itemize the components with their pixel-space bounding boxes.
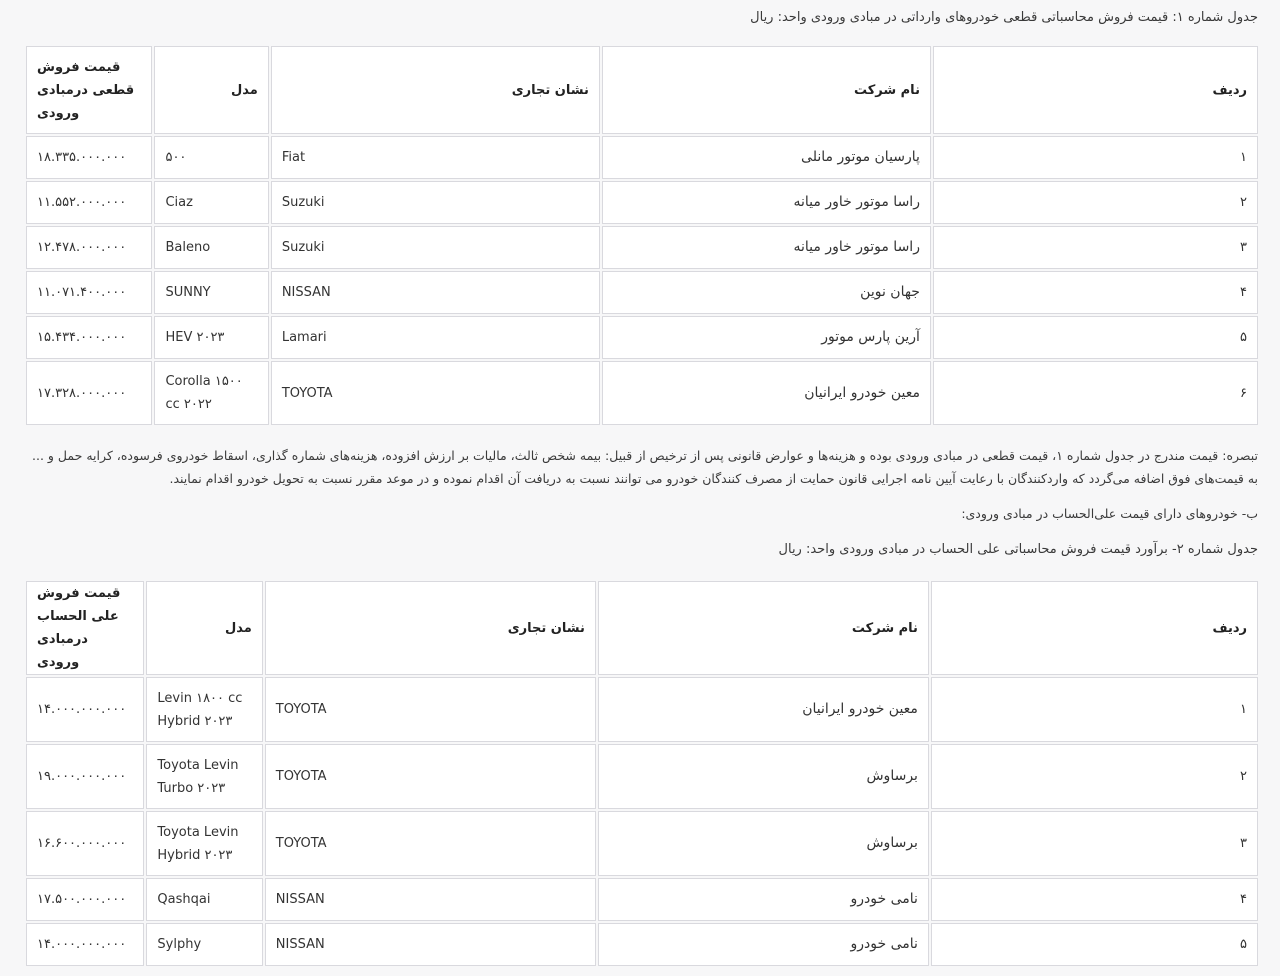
brand-cell: Suzuki (271, 181, 600, 224)
header-row-number: ردیف (933, 46, 1258, 134)
company-cell: معین خودرو ایرانیان (602, 361, 931, 425)
brand-cell: Suzuki (271, 226, 600, 269)
model-cell: Toyota Levin Turbo ۲۰۲۳ (146, 744, 262, 809)
row-number-cell: ۳ (931, 811, 1258, 876)
row-number-cell: ۵ (931, 923, 1258, 966)
company-cell: جهان نوین (602, 271, 931, 314)
model-cell: Levin ۱۸۰۰ cc Hybrid ۲۰۲۳ (146, 677, 262, 742)
header-price: قیمت فروش علی الحساب درمبادی ورودی (26, 581, 144, 675)
table-row (26, 316, 1258, 359)
company-cell: راسا موتور خاور میانه (602, 181, 931, 224)
table-row (26, 744, 1258, 809)
header-price: قیمت فروش قطعی درمبادی ورودی (26, 46, 152, 134)
price-cell: ۱۸.۳۳۵.۰۰۰.۰۰۰ (26, 136, 152, 179)
header-brand: نشان تجاری (265, 581, 596, 675)
table-row (26, 677, 1258, 742)
brand-cell: Lamari (271, 316, 600, 359)
brand-cell: TOYOTA (271, 361, 600, 425)
table-row (26, 811, 1258, 876)
company-cell: آرین پارس موتور (602, 316, 931, 359)
price-cell: ۱۱.۰۷۱.۴۰۰.۰۰۰ (26, 271, 152, 314)
price-cell: ۱۲.۴۷۸.۰۰۰.۰۰۰ (26, 226, 152, 269)
price-cell: ۱۹.۰۰۰.۰۰۰.۰۰۰ (26, 744, 144, 809)
model-cell: Baleno (154, 226, 268, 269)
company-cell: نامی خودرو (598, 923, 929, 966)
row-number-cell: ۱ (933, 136, 1258, 179)
table-row (26, 923, 1258, 966)
header-company: نام شرکت (602, 46, 931, 134)
model-cell: HEV ۲۰۲۳ (154, 316, 268, 359)
table-row (26, 136, 1258, 179)
brand-cell: TOYOTA (265, 811, 596, 876)
table2-caption: جدول شماره ۲- برآورد قیمت فروش محاسباتی علی الحساب در مبادی ورودی واحد: ریال (778, 542, 1258, 557)
section-b-heading: ب- خودروهای دارای قیمت علی‌الحساب در مبادی ورودی: (961, 506, 1258, 521)
model-cell: Qashqai (146, 878, 262, 921)
brand-cell: Fiat (271, 136, 600, 179)
model-cell: Ciaz (154, 181, 268, 224)
header-company: نام شرکت (598, 581, 929, 675)
header-model: مدل (146, 581, 262, 675)
table1-body (26, 136, 1258, 425)
table2-header-row (26, 581, 1258, 675)
brand-cell: NISSAN (265, 923, 596, 966)
row-number-cell: ۲ (933, 181, 1258, 224)
row-number-cell: ۱ (931, 677, 1258, 742)
price-cell: ۱۴.۰۰۰.۰۰۰.۰۰۰ (26, 923, 144, 966)
price-cell: ۱۴.۰۰۰.۰۰۰.۰۰۰ (26, 677, 144, 742)
company-cell: نامی خودرو (598, 878, 929, 921)
table-row (26, 878, 1258, 921)
price-cell: ۱۱.۵۵۲.۰۰۰.۰۰۰ (26, 181, 152, 224)
company-cell: معین خودرو ایرانیان (598, 677, 929, 742)
row-number-cell: ۵ (933, 316, 1258, 359)
table-row (26, 181, 1258, 224)
price-cell: ۱۵.۴۳۴.۰۰۰.۰۰۰ (26, 316, 152, 359)
table2-body (26, 677, 1258, 966)
model-cell: SUNNY (154, 271, 268, 314)
row-number-cell: ۶ (933, 361, 1258, 425)
row-number-cell: ۲ (931, 744, 1258, 809)
table-row (26, 226, 1258, 269)
model-cell: ۵۰۰ (154, 136, 268, 179)
brand-cell: TOYOTA (265, 677, 596, 742)
model-cell: Sylphy (146, 923, 262, 966)
table1-caption: جدول شماره ۱: قیمت فروش محاسباتی قطعی خودروهای وارداتی در مبادی ورودی واحد: ریال (750, 10, 1258, 25)
row-number-cell: ۳ (933, 226, 1258, 269)
note: تبصره: قیمت مندرج در جدول شماره ۱، قیمت قطعی در مبادی ورودی بوده و هزینه‌ها و عوارض قانونی پس از ترخیص از قبیل: بیمه شخص ثالث، مالیات بر ارزش افزوده، هزینه‌های شماره گذاری، اسقاط خودروی فرسوده، کرایه حمل و ... به قیمت‌های فوق اضافه می‌گردد که واردکنندگان با رعایت آیین نامه اجرایی قانون حمایت از مصرف کنندگان خودرو می توانند نسبت به دریافت آن اقدام نموده و در موعد مقرر نسبت به تحویل خودرو اقدام نمایند. (32, 448, 1258, 486)
price-cell: ۱۷.۵۰۰.۰۰۰.۰۰۰ (26, 878, 144, 921)
table2 (24, 579, 1260, 968)
header-brand: نشان تجاری (271, 46, 600, 134)
row-number-cell: ۴ (933, 271, 1258, 314)
header-row-number: ردیف (931, 581, 1258, 675)
table-row (26, 361, 1258, 425)
row-number-cell: ۴ (931, 878, 1258, 921)
company-cell: راسا موتور خاور میانه (602, 226, 931, 269)
table1 (24, 44, 1260, 427)
price-cell: ۱۷.۳۲۸.۰۰۰.۰۰۰ (26, 361, 152, 425)
table1-header-row (26, 46, 1258, 134)
brand-cell: TOYOTA (265, 744, 596, 809)
model-cell: Toyota Levin Hybrid ۲۰۲۳ (146, 811, 262, 876)
brand-cell: NISSAN (271, 271, 600, 314)
brand-cell: NISSAN (265, 878, 596, 921)
header-model: مدل (154, 46, 268, 134)
table-row (26, 271, 1258, 314)
model-cell: Corolla ۱۵۰۰ cc ۲۰۲۲ (154, 361, 268, 425)
company-cell: پارسیان موتور مانلی (602, 136, 931, 179)
company-cell: برساوش (598, 811, 929, 876)
company-cell: برساوش (598, 744, 929, 809)
price-cell: ۱۶.۶۰۰.۰۰۰.۰۰۰ (26, 811, 144, 876)
